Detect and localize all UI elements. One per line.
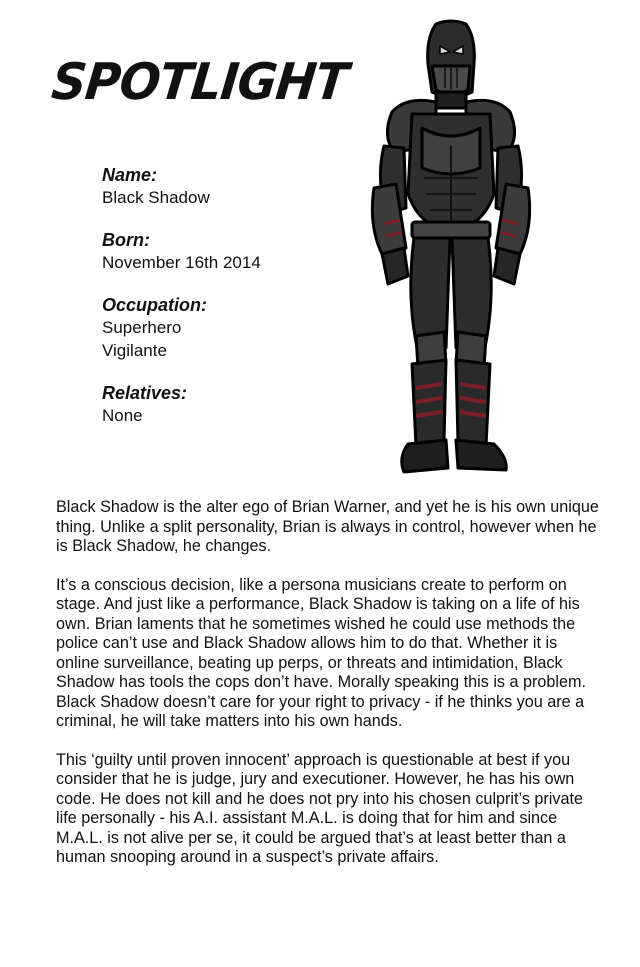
- fact-value: November 16th 2014: [102, 253, 261, 272]
- fact-relatives: [102, 382, 332, 427]
- page-title: SPOTLIGHT: [48, 52, 351, 112]
- fact-value: Black Shadow: [102, 188, 210, 207]
- fact-label: Born:: [102, 230, 150, 250]
- fact-label: Relatives:: [102, 383, 188, 403]
- fact-label: Name:: [102, 165, 158, 185]
- bio-paragraph: Black Shadow is the alter ego of Brian Warner, and yet he is his own unique thing. Unlike a split personality, Brian is always in control, however when he is Black Shadow, he changes.: [56, 498, 599, 555]
- fact-born: [102, 229, 332, 274]
- fact-value: Superhero: [102, 318, 182, 337]
- fact-occupation: [102, 294, 332, 362]
- hero-illustration: [332, 18, 570, 478]
- biography: [56, 498, 604, 887]
- fact-label: Occupation:: [102, 295, 208, 315]
- profile-facts: [102, 164, 332, 447]
- fact-value: None: [102, 406, 143, 425]
- fact-value: Vigilante: [102, 341, 167, 360]
- bio-paragraph: It’s a conscious decision, like a persona musicians create to perform on stage. And just like a performance, Black Shadow is taking on a life of his own. Brian laments that he sometimes wished he could use methods the police can’t use and Black Shadow allows him to do that. Whether it is online surveillance, beating up perps, or threats and intimidation, Black Shadow has tools the cops don’t have. Morally speaking this is a problem. Black Shadow doesn’t care for your right to privacy - if he thinks you are a criminal, he will take matters into his own hands.: [56, 575, 586, 730]
- bio-paragraph: This ‘guilty until proven innocent’ approach is questionable at best if you consider that he is judge, jury and executioner. However, he has his own code. He does not kill and he does not pry into his chosen culprit’s private life personally - his A.I. assistant M.A.L. is doing that for him and since M.A.L. is not alive per se, it could be argued that’s at least better than a human snooping around in a suspect’s private affairs.: [56, 750, 584, 866]
- armored-hero-figure-icon: [332, 18, 570, 478]
- fact-name: [102, 164, 332, 209]
